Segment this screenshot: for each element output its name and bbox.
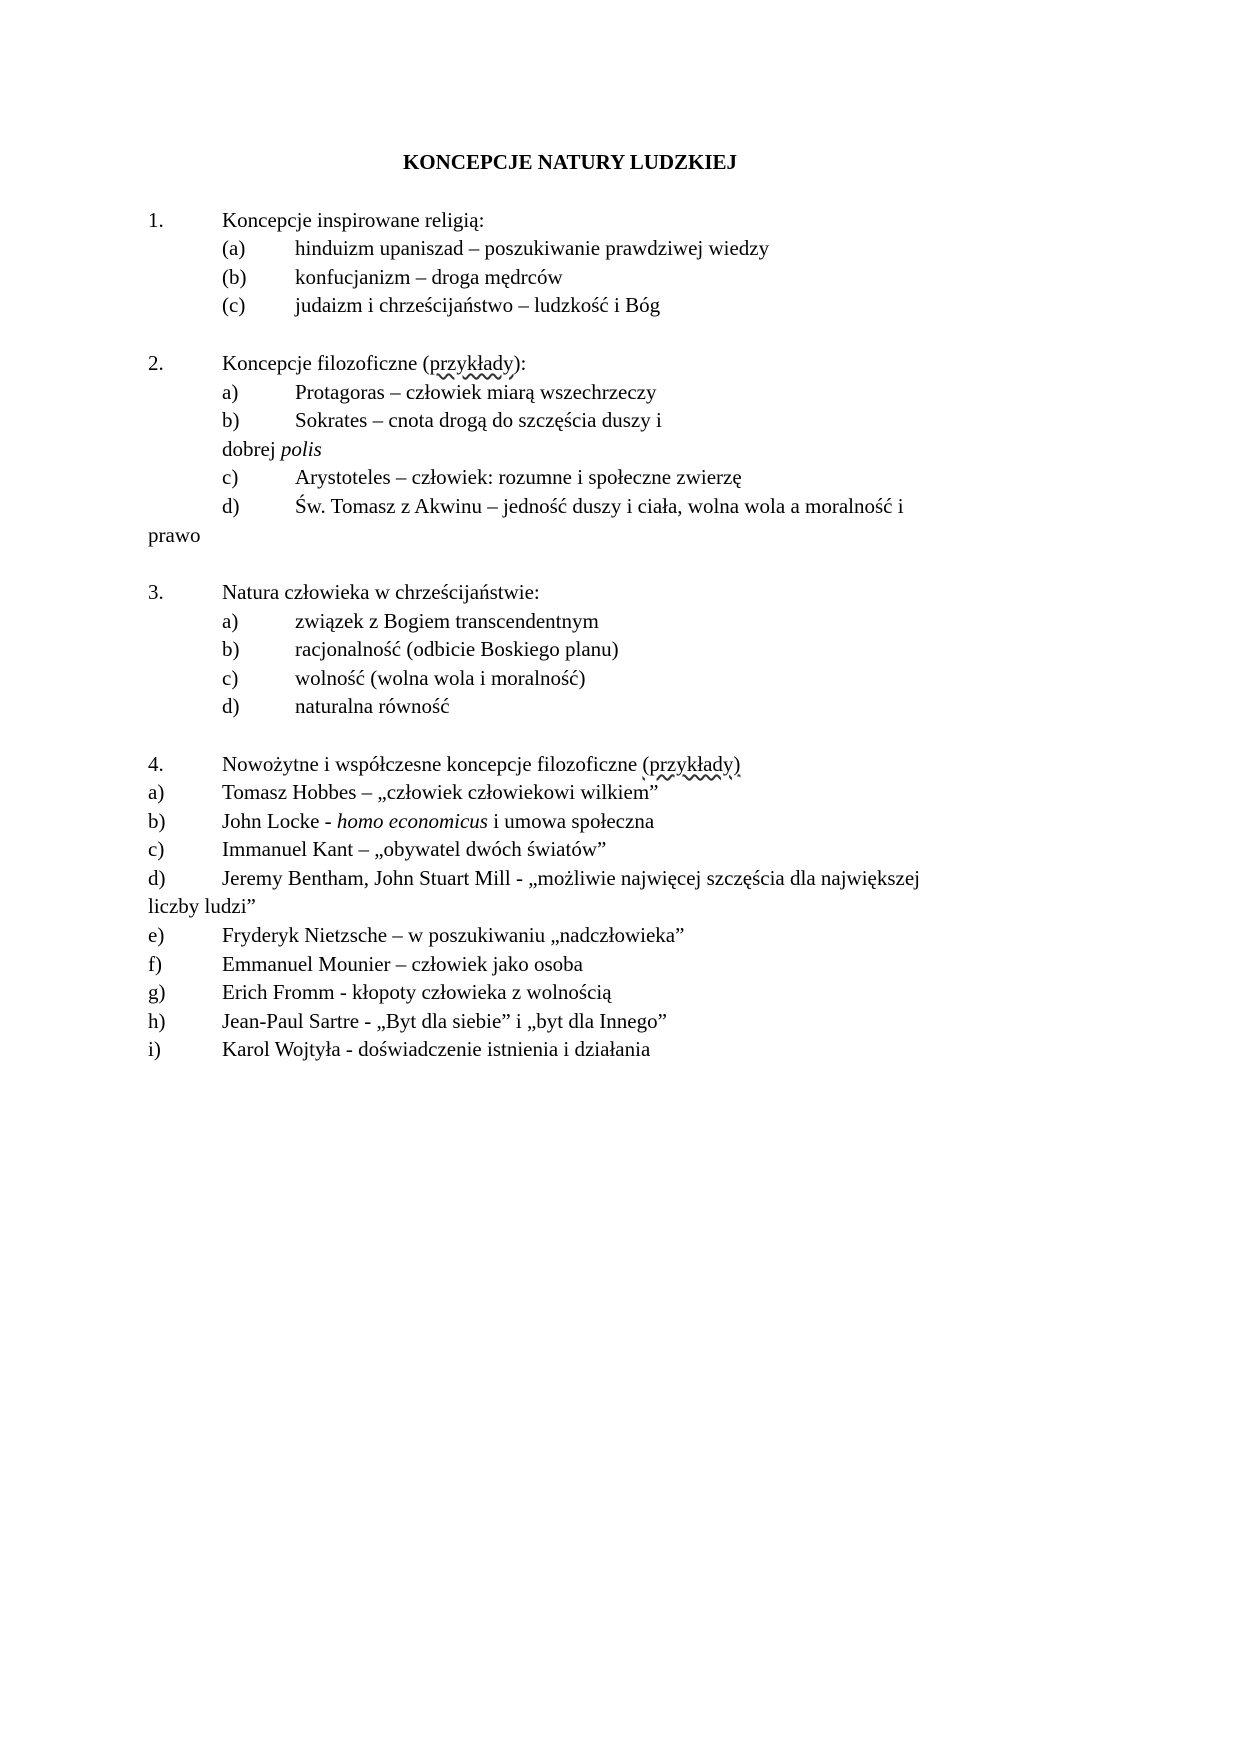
- item-label: a): [222, 609, 239, 633]
- item-text: Arystoteles – człowiek: rozumne i społeczne zwierzę: [295, 465, 742, 489]
- item-text: Jeremy Bentham, John Stuart Mill - „możliwie najwięcej szczęścia dla największej: [222, 866, 921, 890]
- item-text: judaizm i chrześcijaństwo – ludzkość i Bóg: [295, 293, 661, 317]
- item-text-continuation: prawo: [148, 523, 201, 547]
- item-label: a): [148, 780, 165, 804]
- section-heading-text: [222, 750, 740, 778]
- item-text: Fryderyk Nietzsche – w poszukiwaniu „nadczłowieka”: [222, 923, 685, 947]
- item-label: h): [148, 1009, 166, 1033]
- heading-post: ):: [513, 351, 527, 375]
- item-text: konfucjanizm – droga mędrców: [295, 265, 563, 289]
- item-label: b): [222, 637, 240, 661]
- item-text: Emmanuel Mounier – człowiek jako osoba: [222, 952, 583, 976]
- section-heading-text: Natura człowieka w chrześcijaństwie:: [222, 580, 540, 604]
- section-number: 1.: [148, 208, 164, 232]
- item-label: b): [148, 809, 166, 833]
- item-label: d): [222, 494, 240, 518]
- heading-pre: Nowożytne i współczesne koncepcje filozoficzne: [222, 752, 643, 776]
- item-label: g): [148, 980, 166, 1004]
- item-text: Karol Wojtyła - doświadczenie istnienia i działania: [222, 1037, 651, 1061]
- item-label: (a): [222, 236, 246, 260]
- item-text: Tomasz Hobbes – „człowiek człowiekowi wilkiem”: [222, 780, 659, 804]
- item-label: b): [222, 408, 240, 432]
- item-label: i): [148, 1037, 161, 1061]
- item-label: f): [148, 952, 162, 976]
- item-label: a): [222, 380, 239, 404]
- item-text: Immanuel Kant – „obywatel dwóch światów”: [222, 837, 607, 861]
- item-label: (c): [222, 293, 246, 317]
- section-number: 4.: [148, 752, 164, 776]
- item-text: [222, 807, 654, 835]
- item-text: wolność (wolna wola i moralność): [295, 666, 586, 690]
- item-text: hinduizm upaniszad – poszukiwanie prawdziwej wiedzy: [295, 236, 770, 260]
- item-label: d): [222, 694, 240, 718]
- cont-italic: polis: [280, 437, 322, 461]
- heading-underlined: przykłady: [429, 351, 514, 375]
- item-text: Jean-Paul Sartre - „Byt dla siebie” i „byt dla Innego”: [222, 1009, 667, 1033]
- item-text-pre: John Locke -: [222, 809, 337, 833]
- item-text: Erich Fromm - kłopoty człowieka z wolnością: [222, 980, 612, 1004]
- item-label: c): [222, 666, 239, 690]
- item-text: Protagoras – człowiek miarą wszechrzeczy: [295, 380, 657, 404]
- cont-pre: dobrej: [222, 437, 281, 461]
- item-text-continuation: [222, 435, 322, 463]
- item-label: e): [148, 923, 165, 947]
- item-text-continuation: liczby ludzi”: [148, 894, 256, 918]
- item-label: (b): [222, 265, 247, 289]
- item-text: Św. Tomasz z Akwinu – jedność duszy i ciała, wolna wola a moralność i: [295, 494, 904, 518]
- heading-pre: Koncepcje filozoficzne (: [222, 351, 430, 375]
- item-label: d): [148, 866, 166, 890]
- item-text: racjonalność (odbicie Boskiego planu): [295, 637, 619, 661]
- section-number: 3.: [148, 580, 164, 604]
- item-label: c): [222, 465, 239, 489]
- section-number: 2.: [148, 351, 164, 375]
- section-heading-text: [222, 349, 526, 377]
- document-title: KONCEPCJE NATURY LUDZKIEJ: [402, 150, 738, 174]
- item-label: c): [148, 837, 165, 861]
- item-text: naturalna równość: [295, 694, 450, 718]
- heading-underlined: (przykłady): [642, 752, 741, 776]
- item-text: Sokrates – cnota drogą do szczęścia duszy i: [295, 408, 662, 432]
- item-text-post: i umowa społeczna: [487, 809, 655, 833]
- item-text: związek z Bogiem transcendentnym: [295, 609, 599, 633]
- item-text-italic: homo economicus: [336, 809, 488, 833]
- section-heading-text: Koncepcje inspirowane religią:: [222, 208, 485, 232]
